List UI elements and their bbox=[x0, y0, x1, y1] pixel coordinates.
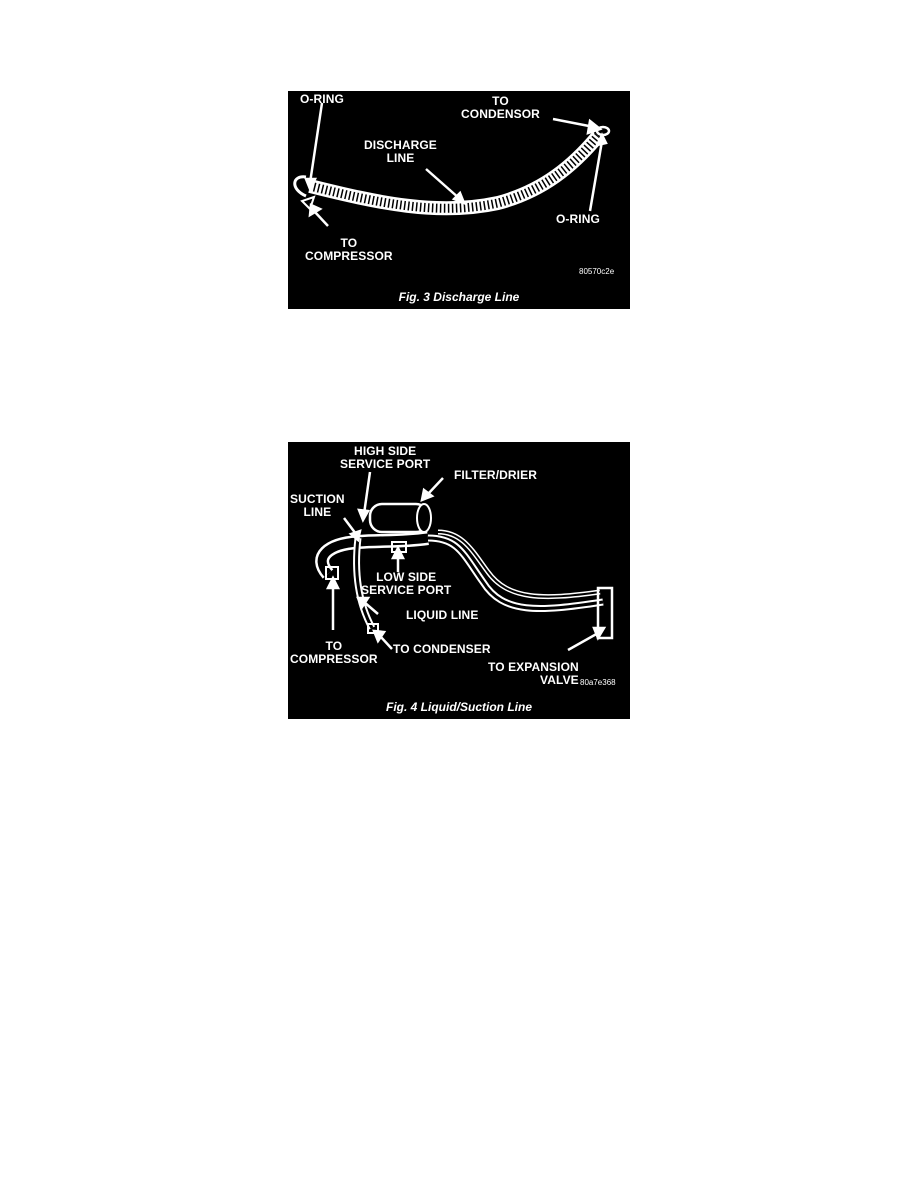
figure-discharge-line bbox=[288, 91, 630, 309]
label-to-condenser: TO CONDENSER bbox=[393, 642, 491, 656]
figure-liquid-suction-line bbox=[288, 442, 630, 719]
label-to-expansion-valve: TO EXPANSION VALVE bbox=[488, 660, 579, 687]
label-oring-left: O-RING bbox=[300, 92, 344, 106]
label-to-compressor: TO COMPRESSOR bbox=[305, 236, 393, 263]
label-filter-drier: FILTER/DRIER bbox=[454, 468, 537, 482]
label-high-side-service-port: HIGH SIDE SERVICE PORT bbox=[340, 444, 431, 471]
label-oring-right: O-RING bbox=[556, 212, 600, 226]
discharge-line-illustration bbox=[288, 91, 630, 309]
label-discharge-line: DISCHARGE LINE bbox=[364, 138, 437, 165]
label-suction-line: SUCTION LINE bbox=[290, 492, 345, 519]
label-to-condensor: TO CONDENSOR bbox=[461, 94, 540, 121]
label-low-side-service-port: LOW SIDE SERVICE PORT bbox=[361, 570, 452, 597]
figure-caption: Fig. 4 Liquid/Suction Line bbox=[386, 700, 532, 714]
label-liquid-line: LIQUID LINE bbox=[406, 608, 479, 622]
figure-code: 80a7e368 bbox=[580, 678, 616, 687]
label-to-compressor: TO COMPRESSOR bbox=[290, 639, 378, 666]
figure-caption: Fig. 3 Discharge Line bbox=[398, 290, 520, 304]
figure-code: 80570c2e bbox=[579, 267, 615, 276]
